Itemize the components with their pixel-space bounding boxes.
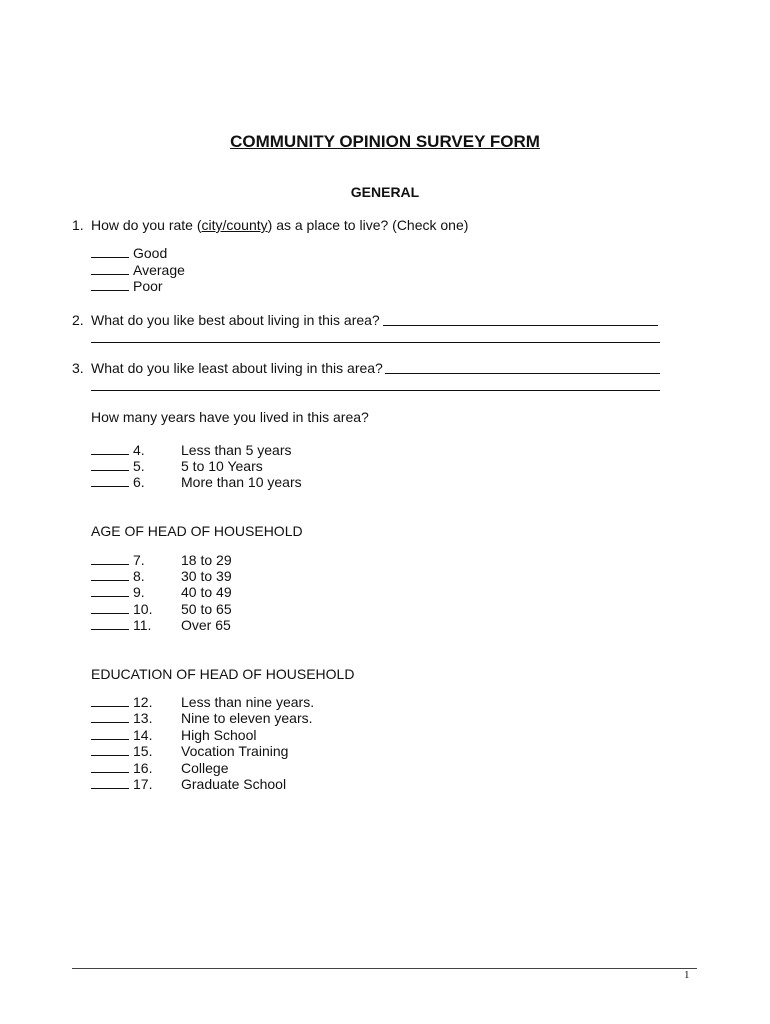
q3-answer-line-2[interactable]	[91, 390, 660, 391]
checkbox-blank[interactable]	[91, 727, 129, 740]
checkbox-blank[interactable]	[91, 245, 129, 258]
q3-text: What do you like least about living in this area?	[91, 360, 383, 376]
education-heading: EDUCATION OF HEAD OF HOUSEHOLD	[91, 666, 355, 682]
education-option-16[interactable]	[91, 760, 228, 776]
q1-suffix: ) as a place to live? (Check one)	[267, 217, 469, 233]
page-number: 1	[684, 969, 690, 981]
checkbox-blank[interactable]	[91, 601, 129, 614]
option-label: Poor	[133, 278, 163, 294]
option-number: 10.	[133, 601, 153, 617]
option-number: 9.	[133, 584, 145, 600]
age-option-9[interactable]	[91, 584, 232, 600]
education-option-15[interactable]	[91, 743, 288, 759]
q2-answer-line-2[interactable]	[91, 342, 660, 343]
option-label: Good	[133, 245, 168, 261]
years-option-4[interactable]	[91, 442, 292, 458]
option-number: 17.	[133, 776, 153, 792]
education-option-12[interactable]	[91, 694, 314, 710]
q2-text: What do you like best about living in this area?	[91, 312, 380, 328]
checkbox-blank[interactable]	[91, 743, 129, 756]
option-label: 50 to 65	[181, 601, 232, 617]
option-number: 8.	[133, 568, 145, 584]
option-number: 12.	[133, 694, 153, 710]
checkbox-blank[interactable]	[91, 694, 129, 707]
age-heading: AGE OF HEAD OF HOUSEHOLD	[91, 523, 303, 539]
q1-city-county: city/county	[201, 217, 268, 233]
checkbox-blank[interactable]	[91, 776, 129, 789]
education-option-14[interactable]	[91, 727, 257, 743]
option-label: 5 to 10 Years	[181, 458, 263, 474]
checkbox-blank[interactable]	[91, 617, 129, 630]
option-label: Average	[133, 262, 185, 278]
option-label: Less than 5 years	[181, 442, 292, 458]
checkbox-blank[interactable]	[91, 710, 129, 723]
option-number: 7.	[133, 552, 145, 568]
option-label: College	[181, 760, 229, 776]
q1-option-good[interactable]	[91, 245, 167, 261]
q2-number: 2.	[72, 312, 84, 328]
q3-number: 3.	[72, 360, 84, 376]
q2-answer-line-1[interactable]	[383, 325, 658, 326]
option-label: Vocation Training	[181, 743, 289, 759]
age-option-7[interactable]	[91, 552, 232, 568]
footer-divider	[72, 968, 697, 969]
age-option-10[interactable]	[91, 601, 232, 617]
age-option-11[interactable]	[91, 617, 231, 633]
option-label: Nine to eleven years.	[181, 710, 313, 726]
checkbox-blank[interactable]	[91, 458, 129, 471]
q1-option-average[interactable]	[91, 262, 185, 278]
option-number: 14.	[133, 727, 153, 743]
age-option-8[interactable]	[91, 568, 232, 584]
checkbox-blank[interactable]	[91, 568, 129, 581]
option-label: High School	[181, 727, 257, 743]
checkbox-blank[interactable]	[91, 474, 129, 487]
option-number: 6.	[133, 474, 145, 490]
option-label: Graduate School	[181, 776, 287, 792]
checkbox-blank[interactable]	[91, 262, 129, 275]
education-option-17[interactable]	[91, 776, 286, 792]
q1-prefix: How do you rate (	[91, 217, 202, 233]
checkbox-blank[interactable]	[91, 442, 129, 455]
q1-text	[91, 217, 468, 233]
option-number: 13.	[133, 710, 153, 726]
years-question: How many years have you lived in this area?	[91, 409, 369, 425]
option-label: 30 to 39	[181, 568, 232, 584]
checkbox-blank[interactable]	[91, 552, 129, 565]
option-label: More than 10 years	[181, 474, 302, 490]
q3-answer-line-1[interactable]	[385, 373, 660, 374]
option-label: Over 65	[181, 617, 231, 633]
page-title: COMMUNITY OPINION SURVEY FORM	[230, 132, 540, 151]
option-number: 16.	[133, 760, 153, 776]
years-option-6[interactable]	[91, 474, 302, 490]
checkbox-blank[interactable]	[91, 584, 129, 597]
option-number: 5.	[133, 458, 145, 474]
option-label: 18 to 29	[181, 552, 232, 568]
option-number: 4.	[133, 442, 145, 458]
education-option-13[interactable]	[91, 710, 313, 726]
q1-number: 1.	[72, 217, 84, 233]
option-label: 40 to 49	[181, 584, 232, 600]
years-option-5[interactable]	[91, 458, 263, 474]
option-number: 15.	[133, 743, 153, 759]
option-number: 11.	[133, 617, 152, 633]
section-heading-general: GENERAL	[350, 184, 420, 200]
checkbox-blank[interactable]	[91, 760, 129, 773]
q1-option-poor[interactable]	[91, 278, 163, 294]
checkbox-blank[interactable]	[91, 278, 129, 291]
option-label: Less than nine years.	[181, 694, 315, 710]
